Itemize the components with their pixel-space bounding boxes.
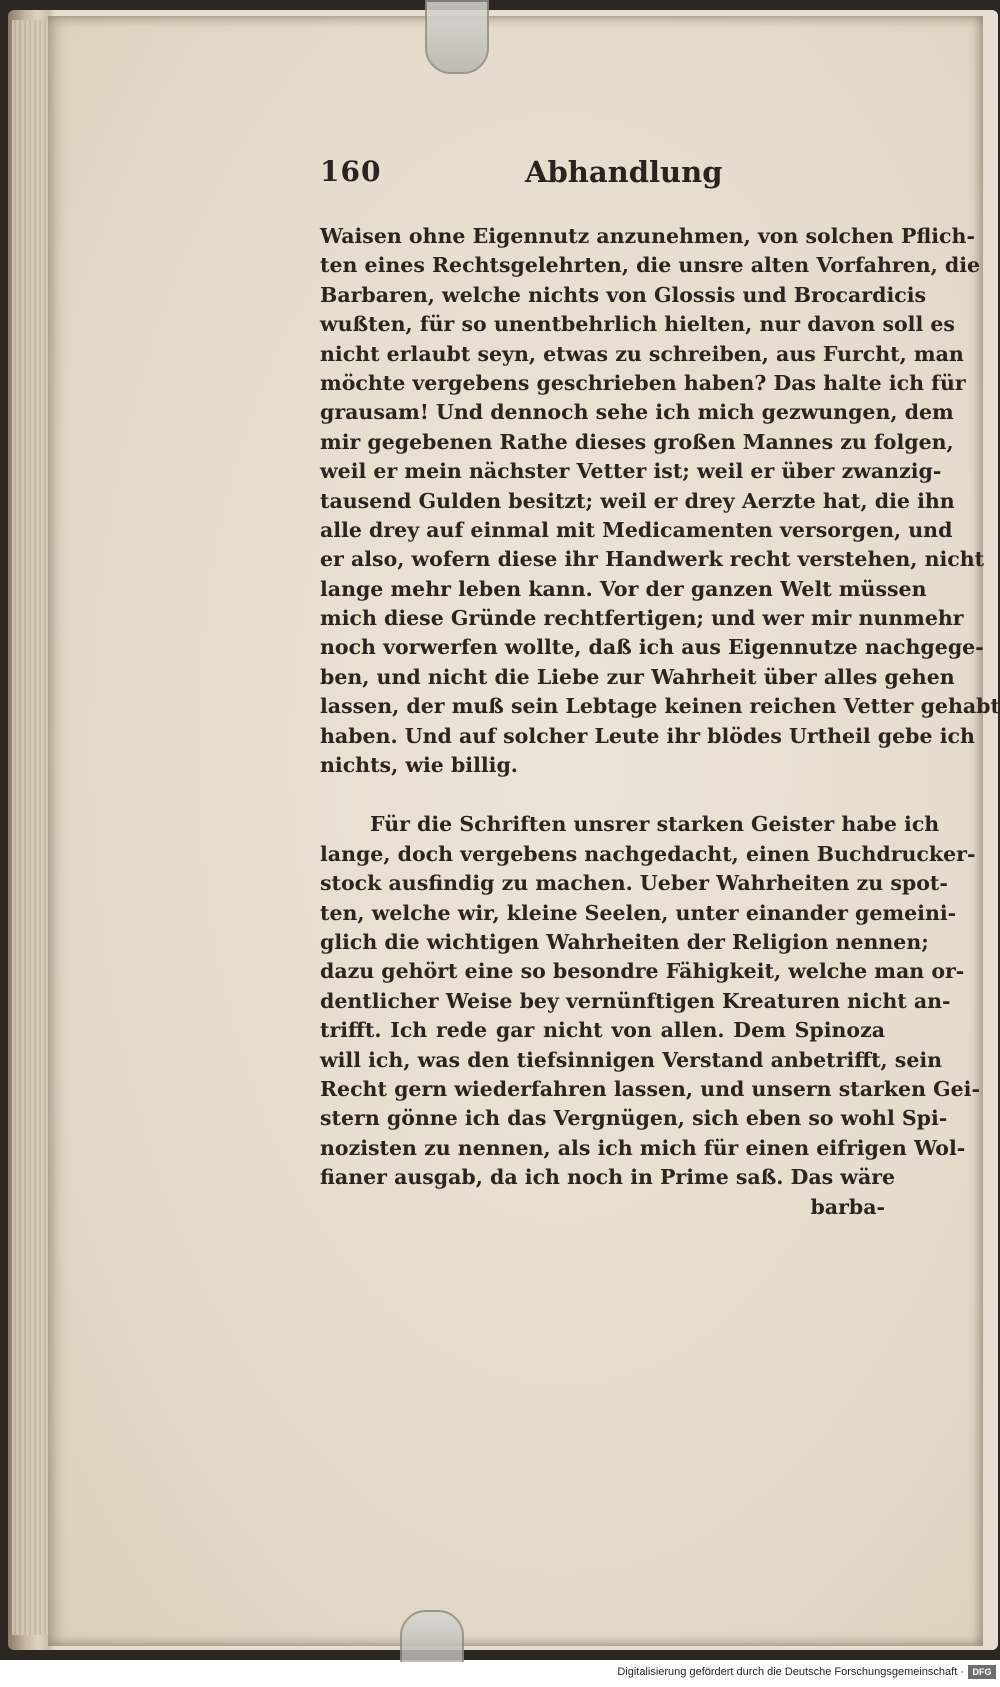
footer [0,1662,1000,1687]
text-line: nozisten zu nennen, als ich mich für einen eifrigen Wol- [320,1135,966,1160]
paragraph-2 [320,810,980,1192]
text-line: dazu gehört eine so besondre Fähigkeit, welche man or- [320,959,965,984]
text-line: wußten, für so unentbehrlich hielten, nur davon soll es [320,312,955,337]
text-line: dentlicher Weise bey vernünftigen Kreaturen nicht an- [320,988,951,1013]
text-line: will ich, was den tiefsinnigen Verstand anbetrifft, sein [320,1047,943,1072]
text-line: alle drey auf einmal mit Medicamenten versorgen, und [320,517,953,542]
digitization-credit: Digitalisierung gefördert durch die Deutsche Forschungsgemeinschaft · [617,1666,964,1678]
paragraph-1 [320,222,1000,780]
text-line: Für die Schriften unsrer starken Geister habe ich [370,812,940,837]
text-line: weil er mein nächster Vetter ist; weil er über zwanzig- [320,459,942,484]
text-line: Barbaren, welche nichts von Glossis und Brocardicis [320,282,927,307]
text-line: grausam! Und dennoch sehe ich mich gezwungen, dem [320,400,954,425]
book-clip-top [425,0,489,74]
text-line: mir gegebenen Rathe dieses großen Mannes zu folgen, [320,429,954,454]
body-text [320,222,1000,1222]
text-line: Recht gern wiederfahren lassen, und unsern starken Gei- [320,1076,980,1101]
text-line: Waisen ohne Eigennutz anzunehmen, von solchen Pflich- [320,224,975,248]
text-line: noch vorwerfen wollte, daß ich aus Eigennutze nachgege- [320,635,984,660]
text-line: stern gönne ich das Vergnügen, sich eben so wohl Spi- [320,1106,948,1131]
text-line: ten eines Rechtsgelehrten, die unsre alten Vorfahren, die [320,253,981,278]
book-clip-bottom [400,1610,464,1664]
text-line: haben. Und auf solcher Leute ihr blödes Urtheil gebe ich [320,723,975,748]
catchword: barba- [810,1194,885,1219]
text-line: möchte vergebens geschrieben haben? Das halte ich für [320,370,966,395]
text-line: er also, wofern diese ihr Handwerk recht verstehen, nicht [320,547,985,572]
text-line: nichts, wie billig. [320,753,518,778]
text-line: glich die wichtigen Wahrheiten der Religion nennen; [320,929,929,954]
text-line: lassen, der muß sein Lebtage keinen reichen Vetter gehabt [320,694,1000,719]
text-line: trifft. Ich rede gar nicht von allen. Dem Spinoza [320,1018,885,1043]
text-line: ben, und nicht die Liebe zur Wahrheit über alles gehen [320,664,955,689]
text-line: mich diese Gründe rechtfertigen; und wer mir nunmehr [320,606,964,631]
dfg-logo: DFG [968,1665,996,1679]
text-line: nicht erlaubt seyn, etwas zu schreiben, aus Furcht, man [320,341,964,366]
text-line: stock ausfindig zu machen. Ueber Wahrheiten zu spot- [320,871,948,896]
running-head-title: Abhandlung [525,155,723,189]
page-number: 160 [320,155,382,188]
text-line: ten, welche wir, kleine Seelen, unter einander gemeini- [320,900,957,925]
paragraph-gap [320,780,885,810]
page-stack-edge [12,20,52,1635]
text-line: lange, doch vergebens nachgedacht, einen Buchdrucker- [320,841,976,866]
text-line: tausend Gulden besitzt; weil er drey Aerzte hat, die ihn [320,488,955,513]
text-line: lange mehr leben kann. Vor der ganzen Welt müssen [320,576,927,601]
text-line: fianer ausgab, da ich noch in Prime saß. Das wäre [320,1165,896,1190]
running-head [320,155,890,195]
